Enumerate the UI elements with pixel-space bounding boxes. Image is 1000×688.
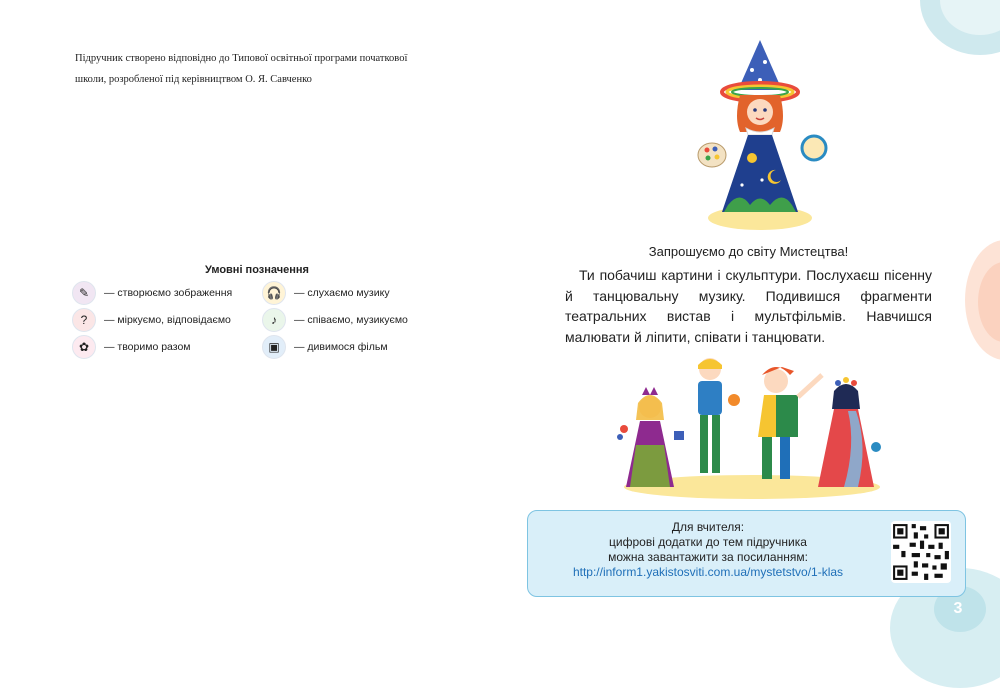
headphones-icon: 🎧: [262, 281, 286, 305]
legend-item-listen: [262, 282, 442, 304]
page-number: 3: [953, 600, 963, 617]
imprint-note: [75, 48, 455, 90]
legend-item-create: [72, 282, 262, 304]
teamwork-icon: ✿: [72, 335, 96, 359]
invite-title: Запрошуємо до світу Мистецтва!: [648, 244, 849, 259]
legend-item-think: [72, 309, 262, 331]
legend-label: — слухаємо музику: [294, 287, 390, 299]
imprint-line-2: школи, розробленої під керівництвом О. Я. Савченко: [75, 74, 312, 85]
teacher-text: [538, 520, 878, 580]
teacher-line-3: можна завантажити за посиланням:: [608, 550, 808, 564]
teacher-info-box: [527, 510, 966, 597]
legend-label: — дивимося фільм: [294, 341, 388, 353]
legend-label: — міркуємо, відповідаємо: [104, 314, 231, 326]
teacher-link[interactable]: http://inform1.yakistosviti.com.ua/mystetstvo/1-klas: [572, 565, 844, 579]
legend-title: Умовні позначення: [205, 264, 309, 276]
teacher-heading: Для вчителя:: [671, 520, 745, 534]
legend-item-together: [72, 336, 262, 358]
wizard-illustration: [690, 40, 830, 235]
legend-label: — створюємо зображення: [104, 287, 233, 299]
thinking-icon: ?: [72, 308, 96, 332]
legend-grid: [72, 282, 442, 358]
qr-code-icon[interactable]: [891, 521, 951, 583]
legend: [72, 264, 442, 358]
invite-text: [565, 265, 932, 347]
legend-item-sing: [262, 309, 442, 331]
legend-label: — співаємо, музикуємо: [294, 314, 408, 326]
drawing-icon: ✎: [72, 281, 96, 305]
music-notes-icon: ♪: [262, 308, 286, 332]
legend-label: — творимо разом: [104, 341, 191, 353]
children-illustration: [612, 345, 892, 500]
imprint-line-1: Підручник створено відповідно до Типової освітньої програми початкової: [75, 53, 408, 64]
film-icon: ▣: [262, 335, 286, 359]
teacher-line-2: цифрові додатки до тем підручника: [609, 535, 807, 549]
invite-paragraph: Ти побачиш картини і скульптури. Послухаєш пісенну й танцювальну музику. Подивишся фрагменти театральних вистав і мультфільмів. Навчишся малювати й ліпити, співати і танцювати.: [565, 267, 932, 345]
legend-item-watch: [262, 336, 442, 358]
